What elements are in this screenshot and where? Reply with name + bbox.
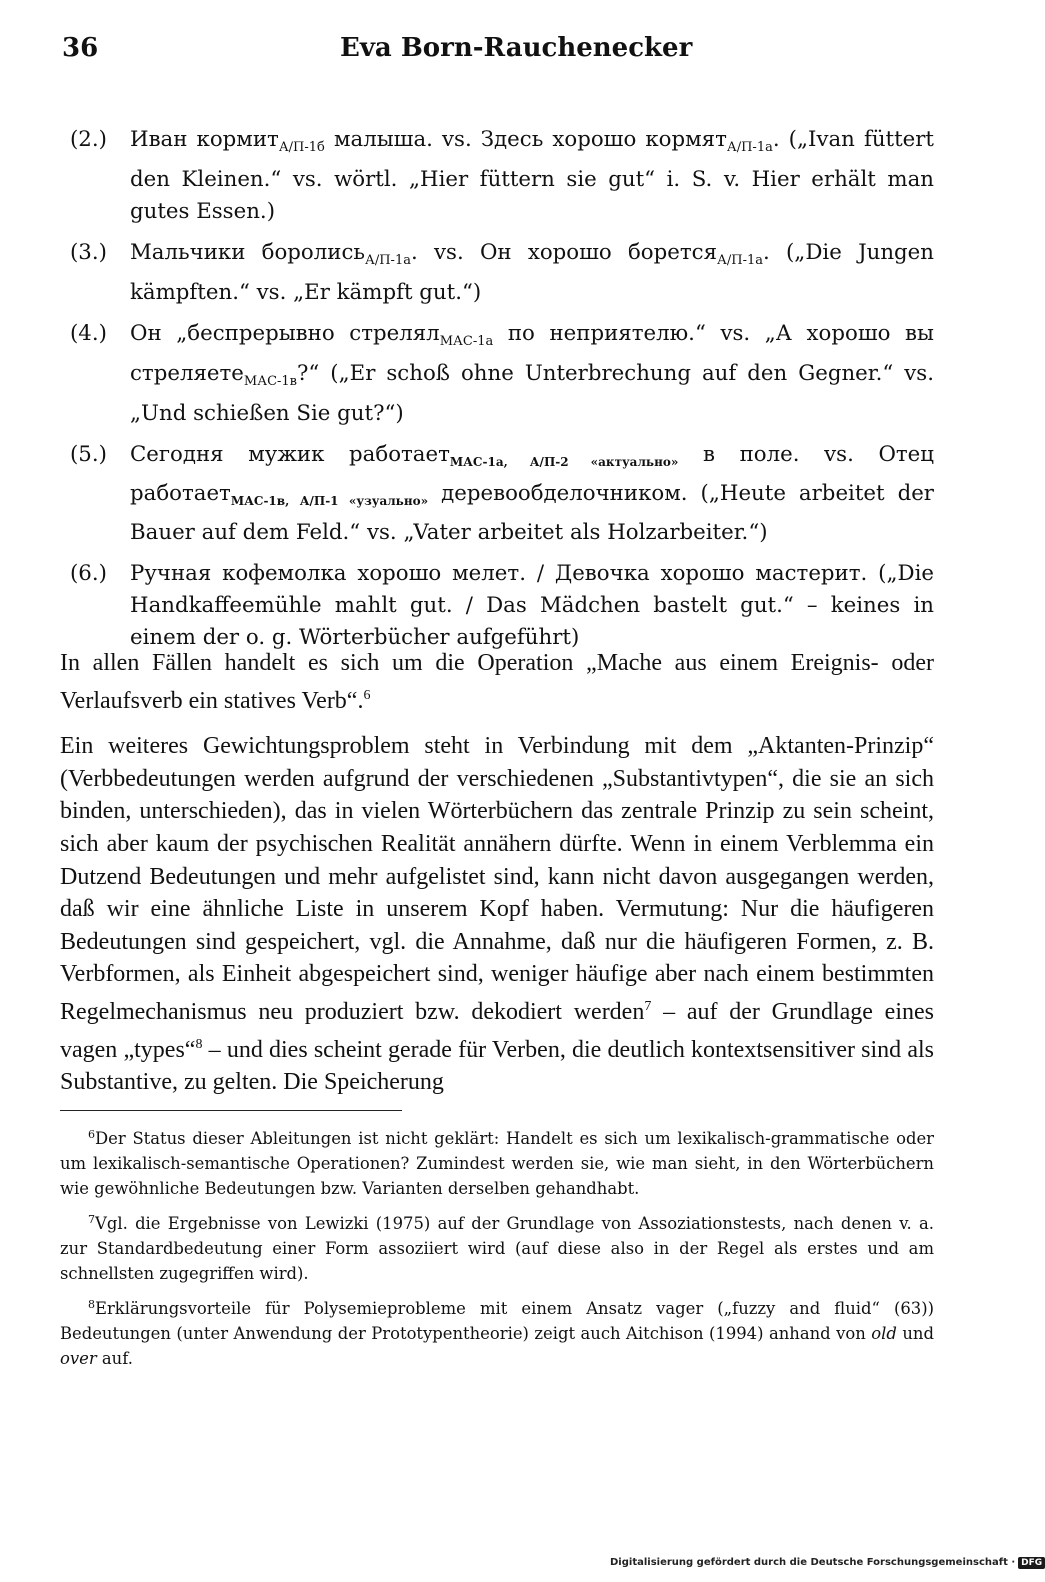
subscript: А/П-1а <box>717 253 763 268</box>
example-text: Мальчики боролись <box>130 240 365 265</box>
example-text: в поле. vs. Отец работает <box>130 442 934 506</box>
digitization-footer <box>610 1557 1043 1577</box>
example-text: малыша. vs. Здесь хорошо кормят <box>324 127 727 152</box>
paragraph-text: Ein weiteres Gewichtungsproblem steht in Verbindung mit dem „Aktanten-Prinzip“ (Verbbedeutungen werden aufgrund der verschiedenen „Substantivtypen“, die sie an sich binden, unterschieden), das in vielen Wörterbüchern das zentrale Prinzip zu sein scheint, sich aber kaum der psychischen Realität annähern dürfte. Wenn in einem Verblemma ein Dutzend Bedeutungen und mehr aufgelistet sind, kann nicht davon ausgegangen werden, daß wir eine ähnliche Liste in unserem Kopf haben. Vermutung: Nur die häufigeren Bedeutungen sind gespeichert, vgl. die Annahme, daß nur die häufigeren Formen, z. B. Verbformen, als Einheit abgespeichert sind, weniger häufige aber nach einem bestimmten Regelmechanismus neu produziert bzw. dekodiert werden <box>60 733 934 1025</box>
page-number: 36 <box>62 33 99 63</box>
footnote-text: auf. <box>96 1349 133 1368</box>
example-text: Сегодня мужик работает <box>130 442 450 467</box>
footnote-mark: 8 <box>88 1298 95 1311</box>
example-text: Ручная кофемолка хорошо мелет. / Девочка хорошо мастерит. („Die Handkaffeemühle mahlt gut. / Das Mädchen bastelt gut.“ – keines in einem der o. g. Wörterbücher aufgeführt) <box>130 561 934 650</box>
footnote <box>60 1122 934 1201</box>
example-number: (4.) <box>70 321 107 346</box>
example-text: Он „беспрерывно стрелял <box>130 321 440 346</box>
footer-text: Digitalisierung gefördert durch die Deutsche Forschungsgemeinschaft · <box>610 1557 1016 1568</box>
footnote <box>60 1292 934 1371</box>
example-item <box>70 318 934 430</box>
example-number: (5.) <box>70 442 107 467</box>
dfg-logo: DFG <box>1018 1557 1045 1569</box>
body-text <box>60 647 934 1112</box>
example-item <box>70 439 934 549</box>
example-number: (6.) <box>70 561 107 586</box>
example-number: (2.) <box>70 127 107 152</box>
example-list <box>70 124 934 663</box>
example-text: . vs. Он хорошо борется <box>410 240 718 265</box>
subscript: МАС-1а, А/П-2 «актуально» <box>449 455 679 469</box>
paragraph <box>60 647 934 717</box>
paragraph-text: In allen Fällen handelt es sich um die Operation „Mache aus einem Ereignis- oder Verlaufsverb ein statives Verb“. <box>60 650 934 714</box>
example-item <box>70 237 934 309</box>
subscript: А/П-1а <box>726 140 773 155</box>
subscript: А/П-1б <box>278 140 325 155</box>
footnote-mark: 7 <box>88 1213 95 1226</box>
example-text: . („Ivan füttert den Kleinen.“ vs. wörtl. „Hier füttern sie gut“ i. S. v. Hier erhält man gutes Essen.) <box>130 127 934 224</box>
footnote-text: Erklärungsvorteile für Polysemieprobleme mit einem Ansatz vager („fuzzy and fluid“ (63)) Bedeutungen (unter Anwendung der Prototypentheorie) zeigt auch Aitchison (1994) anhand von <box>60 1299 934 1343</box>
italic-term: over <box>60 1349 97 1368</box>
example-text: . („Die Jungen kämpften.“ vs. „Er kämpft gut.“) <box>130 240 934 305</box>
footnote-ref: 6 <box>363 687 371 703</box>
example-text: деревообделочником. („Heute arbeitet der Bauer auf dem Feld.“ vs. „Vater arbeitet als Holzarbeiter.“) <box>130 481 934 545</box>
footnote-ref: 8 <box>195 1036 203 1052</box>
subscript: МАС-1в, А/П-1 «узуально» <box>230 494 429 508</box>
example-text: по неприятелю.“ vs. „А хорошо вы стреляете <box>130 321 934 386</box>
italic-term: old <box>871 1324 897 1343</box>
footnote-divider <box>60 1110 402 1111</box>
footnote <box>60 1207 934 1286</box>
paragraph-text: – auf der Grundlage eines vagen „types“ <box>60 998 934 1063</box>
example-item <box>70 558 934 654</box>
footnote-mark: 6 <box>88 1128 95 1141</box>
paragraph-text: – und dies scheint gerade für Verben, die deutlich kontextsensitiver sind als Substantive, zu gelten. Die Speicherung <box>60 1036 934 1096</box>
subscript: А/П-1а <box>365 253 411 268</box>
paragraph <box>60 730 934 1099</box>
subscript: МАС-1в <box>243 374 297 389</box>
footnotes <box>60 1122 934 1377</box>
subscript: МАС-1а <box>439 334 494 349</box>
example-item <box>70 124 934 228</box>
running-title: Eva Born-Rauchenecker <box>340 33 693 63</box>
footnote-text: Vgl. die Ergebnisse von Lewizki (1975) auf der Grundlage von Assoziationstests, nach denen v. a. zur Standardbedeutung einer Form assoziiert wird (auf diese also in der Regel als erstes und am schnellsten zugegriffen wird). <box>60 1214 934 1283</box>
footnote-text: und <box>896 1324 934 1343</box>
example-number: (3.) <box>70 240 107 265</box>
example-text: Иван кормит <box>130 127 279 152</box>
footnote-ref: 7 <box>644 998 652 1014</box>
page-header <box>62 33 932 73</box>
footnote-text: Der Status dieser Ableitungen ist nicht geklärt: Handelt es sich um lexikalisch-grammatische oder um lexikalisch-semantische Operationen? Zumindest werden sie, wie man sieht, in den Wörterbüchern wie gewöhnliche Bedeutungen bzw. Varianten derselben gehandhabt. <box>60 1129 934 1198</box>
example-text: ?“ („Er schoß ohne Unterbrechung auf den Gegner.“ vs. „Und schießen Sie gut?“) <box>130 361 934 426</box>
